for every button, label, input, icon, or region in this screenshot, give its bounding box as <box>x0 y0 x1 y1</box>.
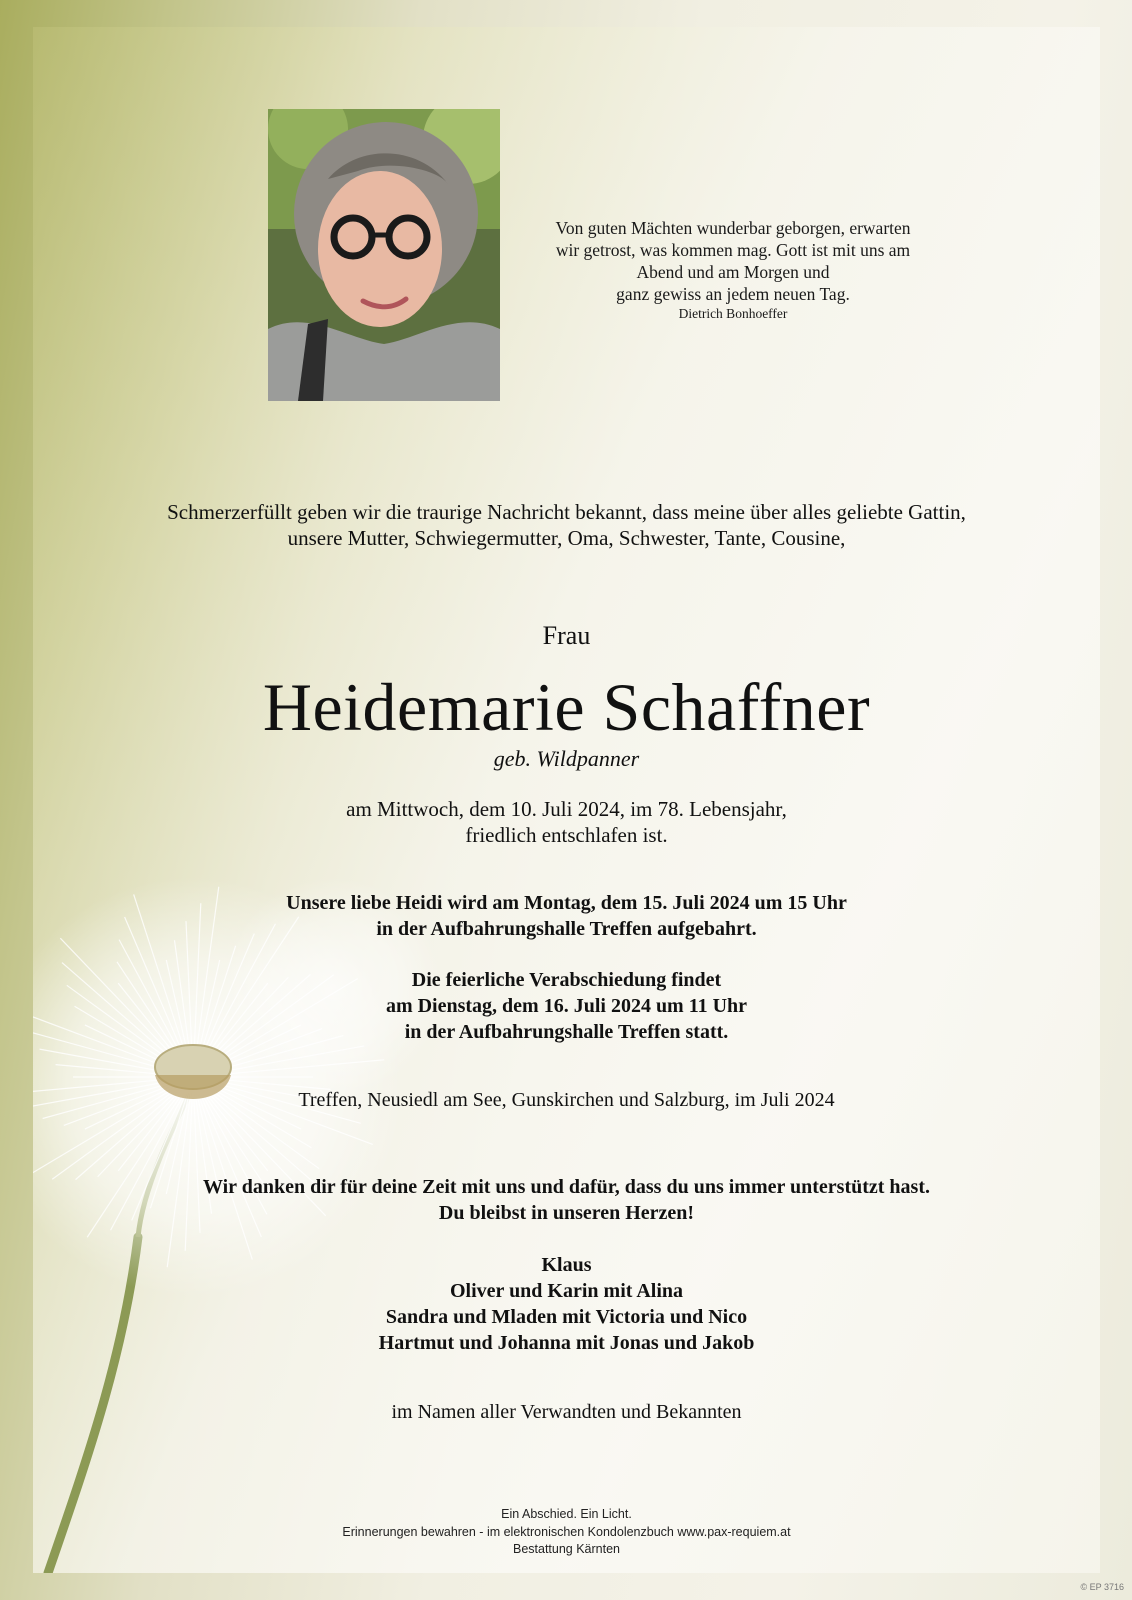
quote-author: Dietrich Bonhoeffer <box>678 306 788 321</box>
quote-line: wir getrost, was kommen mag. Gott ist mit uns am <box>555 240 911 260</box>
footer-line: Erinnerungen bewahren - im elektronischen Kondolenzbuch www.pax-requiem.at <box>342 1524 791 1539</box>
farewell-line: Die feierliche Verabschiedung findet <box>411 969 722 991</box>
farewell-info <box>33 967 1100 1045</box>
quote-line: ganz gewiss an jedem neuen Tag. <box>616 284 850 304</box>
intro-line: Schmerzerfüllt geben wir die traurige Nachricht bekannt, dass meine über alles geliebte Gattin, <box>167 500 966 524</box>
thanks-message <box>33 1174 1100 1226</box>
portrait-photo <box>268 109 500 401</box>
viewing-line: Unsere liebe Heidi wird am Montag, dem 15. Juli 2024 um 15 Uhr <box>286 892 847 914</box>
deceased-name: Heidemarie Schaffner <box>262 669 871 745</box>
farewell-line: in der Aufbahrungshalle Treffen statt. <box>404 1021 729 1043</box>
bonhoeffer-quote <box>523 217 943 322</box>
family-line: Hartmut und Johanna mit Jonas und Jakob <box>378 1332 755 1354</box>
family-line: Sandra und Mladen mit Victoria und Nico <box>385 1306 748 1328</box>
quote-line: Von guten Mächten wunderbar geborgen, erwarten <box>555 218 911 238</box>
obituary-card <box>33 27 1100 1573</box>
intro-line: unsere Mutter, Schwiegermutter, Oma, Schwester, Tante, Cousine, <box>287 526 846 550</box>
footer <box>33 1506 1100 1559</box>
maiden-name: geb. Wildpanner <box>493 746 640 771</box>
viewing-info <box>33 890 1100 942</box>
footer-line: Ein Abschied. Ein Licht. <box>501 1507 632 1521</box>
family-line: Klaus <box>541 1254 592 1276</box>
print-code: © EP 3716 <box>1080 1582 1124 1592</box>
footer-line: Bestattung Kärnten <box>512 1542 621 1556</box>
thanks-line: Wir danken dir für deine Zeit mit uns und dafür, dass du uns immer unterstützt hast. <box>202 1176 930 1198</box>
death-line: friedlich entschlafen ist. <box>465 823 668 847</box>
death-line: am Mittwoch, dem 10. Juli 2024, im 78. Lebensjahr, <box>346 797 787 821</box>
viewing-line: in der Aufbahrungshalle Treffen aufgebahrt. <box>376 918 757 940</box>
announcement-intro <box>33 499 1100 551</box>
death-notice <box>33 796 1100 848</box>
places-date: Treffen, Neusiedl am See, Gunskirchen und Salzburg, im Juli 2024 <box>298 1089 835 1111</box>
thanks-line: Du bleibst in unseren Herzen! <box>438 1202 695 1224</box>
relatives-line: im Namen aller Verwandten und Bekannten <box>391 1401 742 1423</box>
farewell-line: am Dienstag, dem 16. Juli 2024 um 11 Uhr <box>385 995 748 1017</box>
family-list <box>33 1252 1100 1356</box>
family-line: Oliver und Karin mit Alina <box>450 1280 683 1302</box>
quote-line: Abend und am Morgen und <box>636 262 830 282</box>
salutation: Frau <box>542 621 591 650</box>
